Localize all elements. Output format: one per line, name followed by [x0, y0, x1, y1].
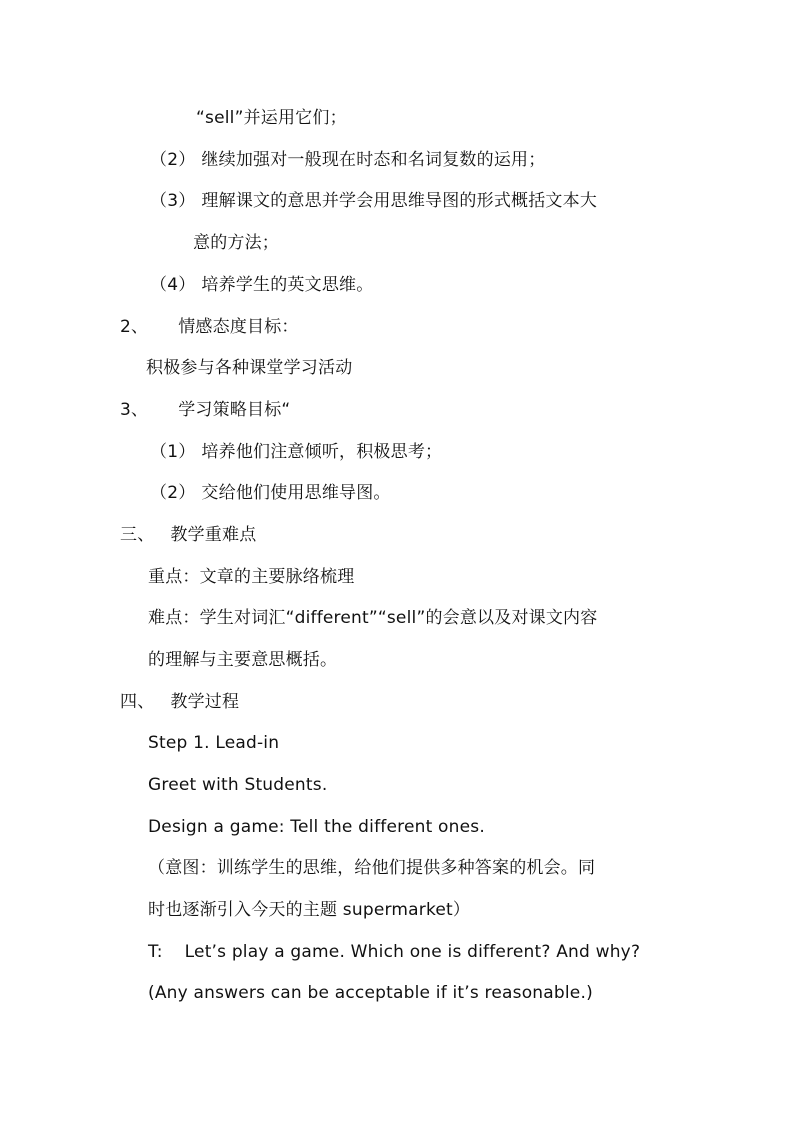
item-text: 继续加强对一般现在时态和名词复数的运用；: [201, 150, 546, 170]
item-number: （4）: [150, 275, 196, 295]
game-line: Design a game: Tell the different ones.: [148, 817, 485, 837]
item-number: （3）: [150, 191, 196, 211]
item-number: （1）: [150, 442, 196, 462]
speaker-label: T:: [148, 942, 163, 962]
heading-text: 教学过程: [170, 692, 240, 712]
objective-item-4: [150, 273, 373, 297]
item-text: 培养学生的英文思维。: [201, 275, 374, 295]
heading-text: 学习策略目标“: [178, 400, 291, 420]
objective-item-3-continued: 意的方法；: [193, 233, 279, 253]
objective-item-3: [150, 189, 597, 213]
heading-number: 3、: [120, 400, 149, 420]
strategy-item-2: [150, 481, 391, 505]
intent-line-2: 时也逐渐引入今天的主题 supermarket）: [148, 900, 471, 920]
objective-text-continued: “sell”并运用它们；: [196, 108, 347, 128]
intent-line-1: （意图：训练学生的思维，给他们提供多种答案的机会。同: [148, 858, 596, 878]
difficulty-line-1: 难点：学生对词汇“different”“sell”的会意以及对课文内容: [148, 608, 598, 628]
key-point: 重点：文章的主要脉络梳理: [148, 567, 355, 587]
section-4-heading: [120, 690, 239, 714]
heading-text: 情感态度目标：: [178, 317, 299, 337]
objective-item-2: [150, 148, 545, 172]
step-1-title: Step 1. Lead-in: [148, 733, 280, 753]
item-text: 交给他们使用思维导图。: [201, 483, 391, 503]
strategy-item-1: [150, 440, 442, 464]
difficulty-line-2: 的理解与主要意思概括。: [148, 650, 338, 670]
item-number: （2）: [150, 150, 196, 170]
affective-goals-body: 积极参与各种课堂学习活动: [146, 358, 353, 378]
heading-number: 四、: [120, 692, 155, 712]
affective-goals-heading: [120, 315, 299, 339]
heading-text: 教学重难点: [170, 525, 257, 545]
note-line: (Any answers can be acceptable if it’s reasonable.): [148, 983, 593, 1003]
strategy-goals-heading: [120, 398, 290, 422]
greet-line: Greet with Students.: [148, 775, 328, 795]
item-text: 培养他们注意倾听，积极思考；: [201, 442, 443, 462]
item-number: （2）: [150, 483, 196, 503]
section-3-heading: [120, 523, 256, 547]
heading-number: 三、: [120, 525, 155, 545]
heading-number: 2、: [120, 317, 149, 337]
teacher-line: [148, 940, 640, 964]
item-text: 理解课文的意思并学会用思维导图的形式概括文本大: [201, 191, 598, 211]
speaker-text: Let’s play a game. Which one is different? And why?: [184, 942, 641, 962]
